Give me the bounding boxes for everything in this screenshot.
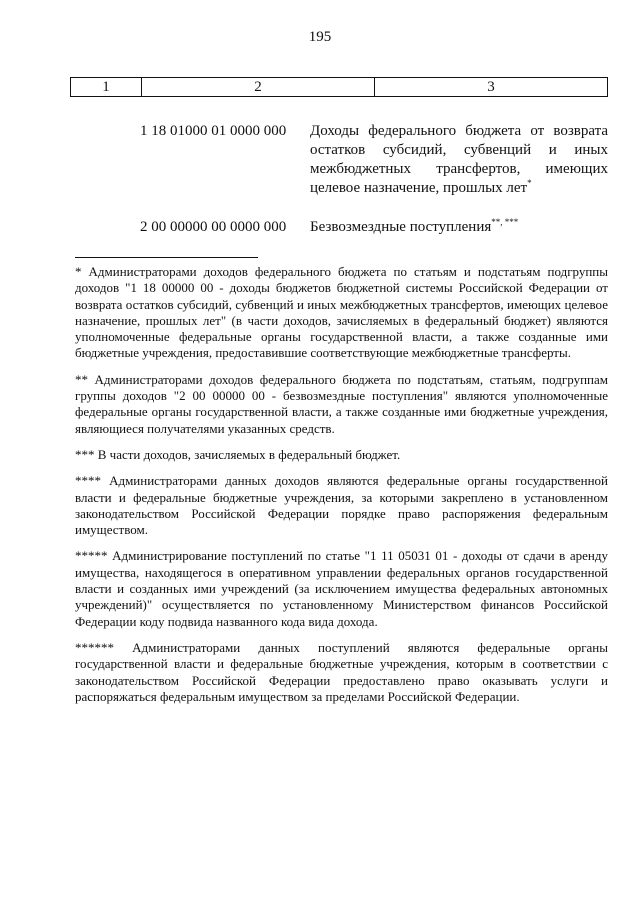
footnote-text: Администраторами доходов федерального бюджета по подстатьям, статьям, подгруппам группы доходов "2 00 00000 00 - безвозмездные поступления" являются уполномоченные федеральные органы государственной власти, а также созданные ими бюджетные учреждения, являющиеся получателями указанных средств. (75, 371, 608, 436)
revenue-description (310, 122, 608, 198)
footnote-separator (75, 257, 258, 258)
footnote-mark: * (75, 264, 82, 279)
footnotes (75, 264, 608, 715)
footnote-text: Администраторами доходов федерального бюджета по статьям и подстатьям подгруппы доходов "1 18 00000 00 - доходы бюджетов бюджетной системы Российской Федерации от возврата остатков субсидий, субвенций и иных межбюджетных трансфертов, имеющих целевое назначение, прошлых лет" (в части доходов, зачисляемых в федеральный бюджет) являются уполномоченные федеральные органы государственной власти, а также созданные ими бюджетные учреждения, предоставившие соответствующие межбюджетные трансферты. (75, 264, 608, 361)
column-header-3: 3 (375, 78, 608, 97)
footnote-mark: *** (75, 446, 95, 462)
footnote-text: Администраторами данных доходов являются федеральные органы государственной власти и федеральные бюджетные учреждения, за которыми закреплено в установленном законодательством Российской Федерации порядке право распоряжения федеральным имуществом. (75, 473, 609, 538)
page-number: 195 (308, 29, 332, 45)
footnote (75, 264, 608, 362)
footnote-text: В части доходов, зачисляемых в федеральный бюджет. (97, 446, 401, 462)
footnote-mark: * (527, 178, 532, 188)
footnote (75, 640, 608, 705)
footnote (75, 548, 608, 629)
revenue-description-text: Безвозмездные поступления (310, 219, 492, 235)
revenue-code: 2 00 00000 00 0000 000 (140, 219, 287, 235)
revenue-description (310, 218, 608, 237)
footnote-mark: ***** (75, 548, 108, 564)
column-header-2: 2 (142, 78, 375, 97)
revenue-code: 1 18 01000 01 0000 000 (140, 123, 287, 139)
footnote (75, 473, 608, 538)
revenue-description-text: Доходы федерального бюджета от возврата остатков субсидий, субвенций и иных межбюджетных трансфертов, имеющих целевое назначение, прошлых лет (310, 123, 608, 196)
footnote (75, 447, 608, 463)
footnote-mark: ****** (75, 639, 114, 655)
footnote-mark: ** (75, 371, 88, 387)
footnote-mark: **, *** (491, 217, 519, 227)
footnote-text: Администраторами данных поступлений являются федеральные органы государственной власти и федеральные бюджетные учреждения, которым в соответствии с законодательством Российской Федерации предоставлено право оказывать услуги и распоряжаться федеральным имуществом за пределами Российской Федерации. (75, 639, 609, 704)
footnote-text: Администрирование поступлений по статье "1 11 05031 01 - доходы от сдачи в аренду имущества, находящегося в оперативном управлении федеральных органов государственной власти и созданных ими учреждений (за исключением имущества федеральных автономных учреждений)" осуществляется по установленному Министерством финансов Российской Федерации коду подвида названного кода вида дохода. (75, 548, 609, 629)
column-number-header (70, 77, 608, 97)
column-header-1: 1 (71, 78, 142, 97)
footnote (75, 372, 608, 437)
footnote-mark: **** (75, 473, 101, 489)
